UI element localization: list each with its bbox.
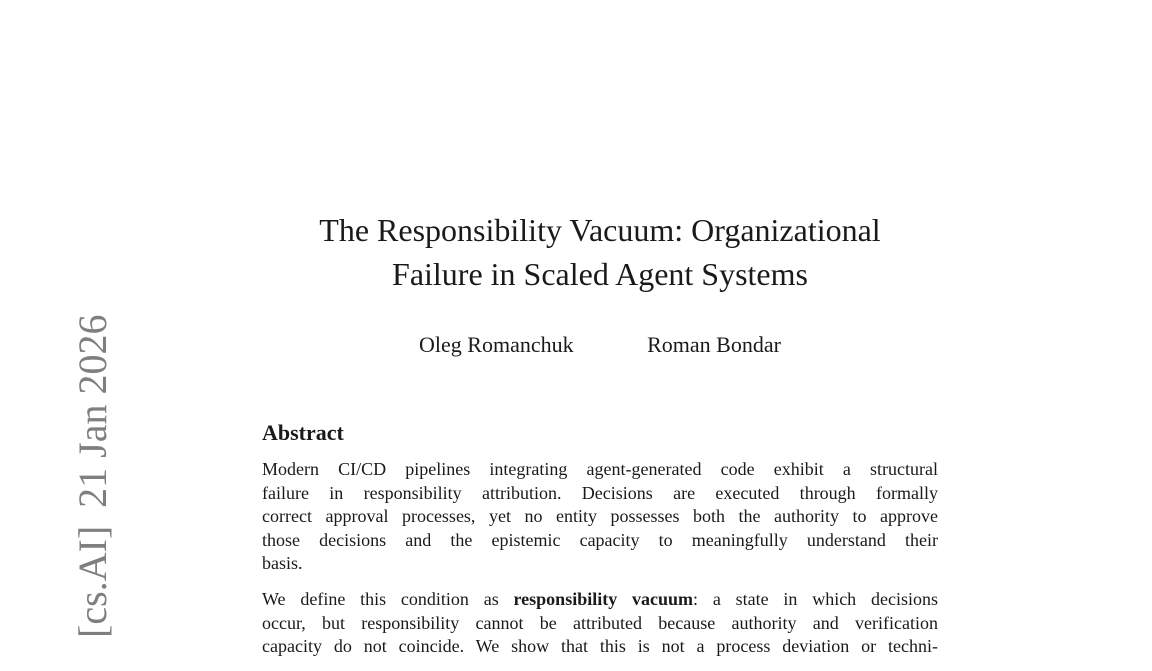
abstract-line: failure in responsibility attribution. Decisions are executed through formally (262, 482, 938, 503)
abstract-line: occur, but responsibility cannot be attributed because authority and verification (262, 612, 938, 633)
abstract-text: : a state in which decisions (693, 588, 938, 609)
author-list (262, 330, 938, 360)
paper-title-line-2: Failure in Scaled Agent Systems (392, 256, 808, 292)
abstract-body (262, 458, 938, 671)
paper-title-line-1: The Responsibility Vacuum: Organizational (319, 212, 881, 248)
abstract-text: We define this condition as (262, 588, 514, 609)
abstract-line: those decisions and the epistemic capacity to meaningfully understand their (262, 529, 938, 550)
paper-title (262, 208, 938, 296)
abstract-line: basis. (262, 553, 303, 574)
abstract-paragraph-2 (262, 588, 938, 659)
author-name: Oleg Romanchuk (419, 332, 574, 357)
arxiv-date: 21 Jan 2026 (70, 314, 115, 508)
abstract-line (262, 588, 938, 612)
arxiv-sidebar-stamp (70, 297, 115, 639)
abstract-line: correct approval processes, yet no entity possesses both the authority to approve (262, 506, 938, 527)
abstract-line: capacity do not coincide. We show that this is not a process deviation or techni- (262, 636, 938, 657)
arxiv-category: [cs.AI] (70, 525, 115, 638)
defined-term: responsibility vacuum (513, 588, 694, 609)
abstract-line: Modern CI/CD pipelines integrating agent-generated code exhibit a structural (262, 459, 938, 479)
author-name: Roman Bondar (647, 332, 781, 357)
abstract-paragraph-1 (262, 458, 938, 576)
abstract-heading: Abstract (262, 420, 344, 445)
